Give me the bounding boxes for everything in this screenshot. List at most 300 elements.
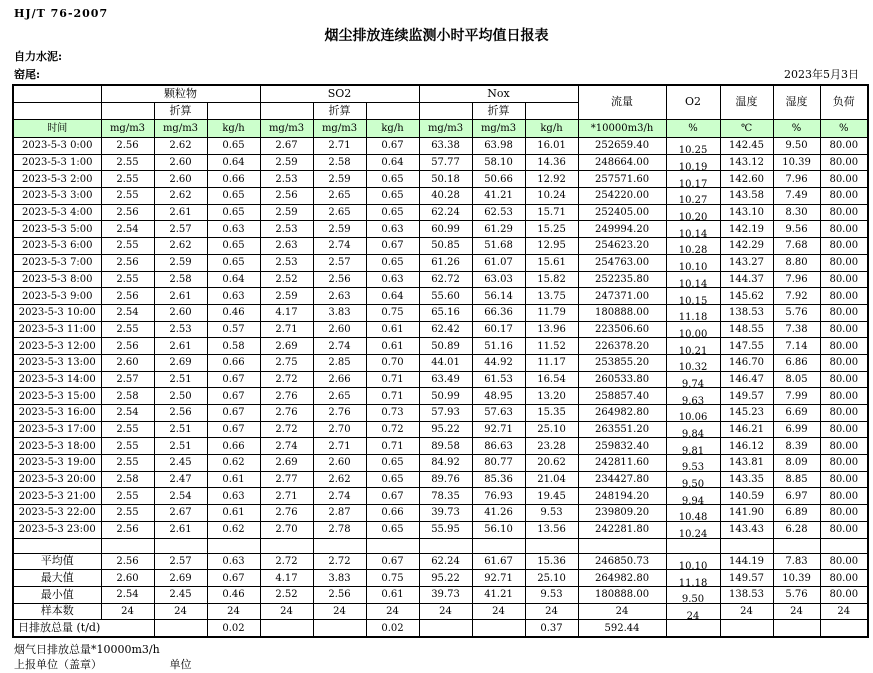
value-cell: 0.66: [366, 505, 419, 522]
value-cell: 147.55: [720, 338, 773, 355]
value-cell: 2.56: [154, 405, 207, 422]
value-cell: 2.55: [101, 271, 154, 288]
value-cell: 2.74: [313, 338, 366, 355]
row-label-cell: 2023-5-3 19:00: [13, 455, 101, 472]
company-name: 自力水泥:: [14, 50, 63, 63]
value-cell: 0.71: [366, 371, 419, 388]
value-cell: 2.54: [101, 405, 154, 422]
value-cell: 2.55: [101, 188, 154, 205]
value-cell: 2.55: [101, 238, 154, 255]
value-cell: 246850.73: [578, 553, 666, 570]
column-header-temp: 温度: [720, 85, 773, 120]
value-cell: 2.59: [260, 288, 313, 305]
value-cell: 146.21: [720, 421, 773, 438]
value-cell: 0.65: [366, 171, 419, 188]
table-row: [13, 455, 868, 472]
value-cell: 14.36: [525, 154, 578, 171]
empty-cell: [207, 538, 260, 553]
value-cell: 19.45: [525, 488, 578, 505]
value-cell: 2.76: [260, 388, 313, 405]
value-cell: 80.00: [820, 321, 868, 338]
so2-conv-unit-mg: mg/m3: [313, 120, 366, 138]
value-cell: 50.89: [419, 338, 472, 355]
value-cell: 39.73: [419, 586, 472, 603]
value-cell: 10.10: [666, 558, 720, 575]
value-cell: 57.77: [419, 154, 472, 171]
value-cell: 80.00: [820, 171, 868, 188]
value-cell: 80.00: [820, 138, 868, 155]
value-cell: 10.15: [666, 293, 720, 310]
value-cell: 80.00: [820, 338, 868, 355]
value-cell: 0.67: [207, 570, 260, 587]
table-row: [13, 338, 868, 355]
column-header-humidity: 湿度: [773, 85, 820, 120]
value-cell: 24: [260, 603, 313, 620]
value-cell: 44.01: [419, 354, 472, 371]
value-cell: 8.05: [773, 371, 820, 388]
value-cell: 10.19: [666, 159, 720, 176]
value-cell: 61.07: [472, 254, 525, 271]
value-cell: 24: [101, 603, 154, 620]
value-cell: 2.62: [154, 188, 207, 205]
report-date: 2023年5月3日: [784, 68, 859, 81]
value-cell: 2.67: [154, 505, 207, 522]
row-label-cell: 2023-5-3 18:00: [13, 438, 101, 455]
value-cell: 145.23: [720, 405, 773, 422]
value-cell: 252659.40: [578, 138, 666, 155]
empty-cell: [525, 538, 578, 553]
value-cell: 51.68: [472, 238, 525, 255]
value-cell: 0.65: [366, 254, 419, 271]
value-cell: 24: [820, 603, 868, 620]
value-cell: 2.56: [101, 254, 154, 271]
row-label-cell: 平均值: [13, 553, 101, 570]
value-cell: 9.56: [773, 221, 820, 238]
value-cell: [472, 620, 525, 637]
value-cell: 144.37: [720, 271, 773, 288]
value-cell: 9.53: [666, 460, 720, 477]
table-row: [13, 388, 868, 405]
value-cell: 143.12: [720, 154, 773, 171]
value-cell: 21.04: [525, 471, 578, 488]
value-cell: 0.46: [207, 304, 260, 321]
value-cell: 50.85: [419, 238, 472, 255]
value-cell: 0.46: [207, 586, 260, 603]
empty-cell: [366, 538, 419, 553]
table-row: [13, 138, 868, 155]
value-cell: 2.69: [154, 354, 207, 371]
value-cell: 13.75: [525, 288, 578, 305]
value-cell: 4.17: [260, 570, 313, 587]
site-name: 窑尾:: [14, 68, 41, 81]
value-cell: 0.65: [207, 138, 260, 155]
value-cell: 0.67: [366, 238, 419, 255]
value-cell: 2.71: [313, 138, 366, 155]
value-cell: 142.45: [720, 138, 773, 155]
value-cell: 11.17: [525, 354, 578, 371]
report-unit-label: 上报单位（盖章）: [14, 657, 102, 671]
value-cell: 0.63: [366, 271, 419, 288]
row-label-cell: 2023-5-3 5:00: [13, 221, 101, 238]
value-cell: 0.67: [207, 405, 260, 422]
value-cell: 0.63: [207, 553, 260, 570]
value-cell: 0.67: [366, 138, 419, 155]
value-cell: 2.59: [260, 204, 313, 221]
row-label-cell: 2023-5-3 14:00: [13, 371, 101, 388]
value-cell: 44.92: [472, 354, 525, 371]
value-cell: 6.99: [773, 421, 820, 438]
empty-cell: [472, 538, 525, 553]
value-cell: 2.57: [313, 254, 366, 271]
value-cell: 2.56: [313, 586, 366, 603]
value-cell: 10.39: [773, 570, 820, 587]
row-label-cell: 2023-5-3 10:00: [13, 304, 101, 321]
row-label-cell: 样本数: [13, 603, 101, 620]
value-cell: 239809.20: [578, 505, 666, 522]
empty-cell: [578, 538, 666, 553]
value-cell: 146.47: [720, 371, 773, 388]
value-cell: 4.17: [260, 304, 313, 321]
value-cell: 80.00: [820, 238, 868, 255]
value-cell: 11.52: [525, 338, 578, 355]
value-cell: 41.26: [472, 505, 525, 522]
value-cell: 62.24: [419, 204, 472, 221]
value-cell: 9.50: [773, 138, 820, 155]
table-row: [13, 421, 868, 438]
row-label-cell: 2023-5-3 22:00: [13, 505, 101, 522]
value-cell: 80.00: [820, 371, 868, 388]
flow-unit: *10000m3/h: [578, 120, 666, 138]
table-row: [13, 405, 868, 422]
value-cell: 16.54: [525, 371, 578, 388]
value-cell: 143.35: [720, 471, 773, 488]
value-cell: 0.65: [207, 204, 260, 221]
value-cell: 2.71: [260, 488, 313, 505]
value-cell: 63.49: [419, 371, 472, 388]
value-cell: 146.12: [720, 438, 773, 455]
value-cell: 8.39: [773, 438, 820, 455]
value-cell: [313, 620, 366, 637]
row-label-cell: 2023-5-3 23:00: [13, 521, 101, 538]
value-cell: 0.71: [366, 438, 419, 455]
value-cell: 10.48: [666, 510, 720, 527]
table-row: [13, 271, 868, 288]
value-cell: 2.67: [260, 138, 313, 155]
value-cell: 62.42: [419, 321, 472, 338]
value-cell: 23.28: [525, 438, 578, 455]
value-cell: 24: [773, 603, 820, 620]
header-units-row: [13, 120, 868, 138]
value-cell: 2.54: [101, 304, 154, 321]
value-cell: [666, 625, 720, 642]
value-cell: 7.14: [773, 338, 820, 355]
value-cell: 2.63: [260, 238, 313, 255]
value-cell: 2.55: [101, 171, 154, 188]
value-cell: 55.60: [419, 288, 472, 305]
value-cell: 9.84: [666, 426, 720, 443]
time-header-spacer: [13, 85, 101, 103]
value-cell: 0.63: [366, 221, 419, 238]
value-cell: 264982.80: [578, 570, 666, 587]
value-cell: 0.67: [366, 553, 419, 570]
row-label-cell: 2023-5-3 1:00: [13, 154, 101, 171]
value-cell: 24: [366, 603, 419, 620]
row-label-cell: 2023-5-3 13:00: [13, 354, 101, 371]
value-cell: 80.00: [820, 271, 868, 288]
column-header-load: 负荷: [820, 85, 868, 120]
value-cell: 2.56: [101, 204, 154, 221]
load-unit: %: [820, 120, 868, 138]
value-cell: 41.21: [472, 586, 525, 603]
value-cell: 2.71: [313, 438, 366, 455]
value-cell: 0.64: [207, 271, 260, 288]
value-cell: 2.76: [260, 505, 313, 522]
nox-conv-unit-mg: mg/m3: [472, 120, 525, 138]
value-cell: 6.69: [773, 405, 820, 422]
value-cell: 15.71: [525, 204, 578, 221]
value-cell: 0.61: [207, 471, 260, 488]
nox-converted-label: 折算: [472, 103, 525, 120]
value-cell: 2.52: [260, 586, 313, 603]
value-cell: 2.50: [154, 388, 207, 405]
value-cell: 2.78: [313, 521, 366, 538]
value-cell: 254623.20: [578, 238, 666, 255]
value-cell: 95.22: [419, 570, 472, 587]
table-row: [13, 204, 868, 221]
value-cell: 92.71: [472, 570, 525, 587]
value-cell: 10.25: [666, 143, 720, 160]
table-row: [13, 171, 868, 188]
value-cell: 80.00: [820, 570, 868, 587]
row-label-cell: 2023-5-3 0:00: [13, 138, 101, 155]
value-cell: 24: [472, 603, 525, 620]
value-cell: 8.30: [773, 204, 820, 221]
value-cell: 2.66: [313, 371, 366, 388]
value-cell: 2.65: [313, 188, 366, 205]
value-cell: 12.92: [525, 171, 578, 188]
value-cell: 9.50: [666, 476, 720, 493]
value-cell: 2.61: [154, 288, 207, 305]
value-cell: 252405.00: [578, 204, 666, 221]
value-cell: 50.18: [419, 171, 472, 188]
time-header-spacer2: [13, 103, 101, 120]
value-cell: 226378.20: [578, 338, 666, 355]
o2-unit: %: [666, 120, 720, 138]
so2-unit-kgh: kg/h: [366, 120, 419, 138]
value-cell: 2.56: [260, 188, 313, 205]
value-cell: 223506.60: [578, 321, 666, 338]
value-cell: 48.95: [472, 388, 525, 405]
value-cell: 5.76: [773, 586, 820, 603]
value-cell: 78.35: [419, 488, 472, 505]
row-label-cell: 2023-5-3 2:00: [13, 171, 101, 188]
value-cell: 0.02: [366, 620, 419, 637]
value-cell: 2.55: [101, 321, 154, 338]
value-cell: 24: [207, 603, 260, 620]
value-cell: 2.71: [260, 321, 313, 338]
value-cell: 2.53: [260, 171, 313, 188]
value-cell: 149.57: [720, 388, 773, 405]
report-table: [12, 84, 869, 638]
temp-unit: ℃: [720, 120, 773, 138]
table-body: [13, 138, 868, 637]
value-cell: 55.95: [419, 521, 472, 538]
value-cell: 41.21: [472, 188, 525, 205]
value-cell: 2.55: [101, 154, 154, 171]
value-cell: 11.18: [666, 309, 720, 326]
value-cell: 144.19: [720, 553, 773, 570]
table-row: [13, 154, 868, 171]
group-header-nox: Nox: [419, 85, 578, 103]
value-cell: 0.67: [207, 371, 260, 388]
empty-cell: [773, 538, 820, 553]
value-cell: 10.24: [525, 188, 578, 205]
summary-row: [13, 586, 868, 603]
value-cell: 0.65: [366, 204, 419, 221]
value-cell: 7.49: [773, 188, 820, 205]
value-cell: 249994.20: [578, 221, 666, 238]
value-cell: 0.64: [207, 154, 260, 171]
value-cell: 0.70: [366, 354, 419, 371]
value-cell: 7.99: [773, 388, 820, 405]
value-cell: [773, 620, 820, 637]
value-cell: 0.58: [207, 338, 260, 355]
value-cell: 0.61: [366, 338, 419, 355]
value-cell: 2.45: [154, 586, 207, 603]
value-cell: 10.14: [666, 276, 720, 293]
value-cell: 2.69: [154, 570, 207, 587]
value-cell: 149.57: [720, 570, 773, 587]
column-header-o2: O2: [666, 85, 720, 120]
value-cell: 2.55: [101, 455, 154, 472]
value-cell: 2.58: [154, 271, 207, 288]
value-cell: 80.00: [820, 154, 868, 171]
value-cell: 9.74: [666, 376, 720, 393]
table-row: [13, 188, 868, 205]
value-cell: 2.65: [313, 204, 366, 221]
empty-cell: [720, 538, 773, 553]
value-cell: 2.72: [313, 553, 366, 570]
row-label-cell: 2023-5-3 12:00: [13, 338, 101, 355]
value-cell: 86.63: [472, 438, 525, 455]
value-cell: 0.66: [207, 354, 260, 371]
column-header-flow: 流量: [578, 85, 666, 120]
value-cell: 24: [666, 608, 720, 625]
value-cell: 142.19: [720, 221, 773, 238]
so2-unit-mg: mg/m3: [260, 120, 313, 138]
pm-unit-mg: mg/m3: [101, 120, 154, 138]
row-label-cell: 2023-5-3 17:00: [13, 421, 101, 438]
value-cell: 2.70: [313, 421, 366, 438]
value-cell: 2.55: [101, 421, 154, 438]
value-cell: 2.70: [260, 521, 313, 538]
table-row: [13, 354, 868, 371]
value-cell: 10.28: [666, 243, 720, 260]
summary-row: [13, 553, 868, 570]
value-cell: 2.54: [101, 221, 154, 238]
value-cell: 65.16: [419, 304, 472, 321]
value-cell: 2.51: [154, 438, 207, 455]
value-cell: 58.10: [472, 154, 525, 171]
value-cell: 6.97: [773, 488, 820, 505]
value-cell: 6.89: [773, 505, 820, 522]
value-cell: 0.61: [207, 505, 260, 522]
value-cell: 24: [154, 603, 207, 620]
value-cell: 10.21: [666, 343, 720, 360]
group-header-pm: 颗粒物: [101, 85, 260, 103]
value-cell: 2.51: [154, 421, 207, 438]
value-cell: 2.58: [101, 388, 154, 405]
value-cell: 80.00: [820, 471, 868, 488]
value-cell: 80.00: [820, 254, 868, 271]
value-cell: 89.76: [419, 471, 472, 488]
value-cell: 0.02: [207, 620, 260, 637]
summary-row: [13, 570, 868, 587]
pm-conv-unit-mg: mg/m3: [154, 120, 207, 138]
value-cell: 142.29: [720, 238, 773, 255]
value-cell: 0.72: [366, 421, 419, 438]
value-cell: 10.39: [773, 154, 820, 171]
value-cell: 0.64: [366, 154, 419, 171]
value-cell: 143.58: [720, 188, 773, 205]
value-cell: 6.28: [773, 521, 820, 538]
value-cell: 10.00: [666, 326, 720, 343]
table-row: [13, 505, 868, 522]
value-cell: 7.68: [773, 238, 820, 255]
value-cell: 7.83: [773, 553, 820, 570]
value-cell: 2.69: [260, 455, 313, 472]
value-cell: 80.00: [820, 505, 868, 522]
row-label-cell: 2023-5-3 15:00: [13, 388, 101, 405]
summary-row: [13, 603, 868, 620]
value-cell: 2.56: [101, 288, 154, 305]
value-cell: 2.61: [154, 338, 207, 355]
value-cell: 39.73: [419, 505, 472, 522]
value-cell: 9.53: [525, 586, 578, 603]
value-cell: [154, 620, 207, 637]
value-cell: 247371.00: [578, 288, 666, 305]
value-cell: 62.72: [419, 271, 472, 288]
unit-label: 单位: [169, 657, 192, 671]
row-label-cell: 2023-5-3 16:00: [13, 405, 101, 422]
value-cell: 7.38: [773, 321, 820, 338]
value-cell: 2.60: [101, 570, 154, 587]
row-label-cell: 2023-5-3 3:00: [13, 188, 101, 205]
value-cell: 80.77: [472, 455, 525, 472]
value-cell: 2.60: [313, 455, 366, 472]
value-cell: 2.58: [101, 471, 154, 488]
value-cell: 2.54: [101, 586, 154, 603]
value-cell: 56.14: [472, 288, 525, 305]
row-label-cell: 最小值: [13, 586, 101, 603]
value-cell: 57.93: [419, 405, 472, 422]
value-cell: 258857.40: [578, 388, 666, 405]
value-cell: 10.32: [666, 359, 720, 376]
value-cell: [260, 620, 313, 637]
value-cell: 0.61: [366, 586, 419, 603]
value-cell: 40.28: [419, 188, 472, 205]
value-cell: 2.72: [260, 421, 313, 438]
value-cell: 11.79: [525, 304, 578, 321]
value-cell: 10.10: [666, 259, 720, 276]
value-cell: 0.67: [366, 488, 419, 505]
value-cell: 0.65: [366, 188, 419, 205]
value-cell: 80.00: [820, 455, 868, 472]
value-cell: 2.57: [154, 221, 207, 238]
value-cell: 13.96: [525, 321, 578, 338]
value-cell: 9.63: [666, 393, 720, 410]
value-cell: 3.83: [313, 304, 366, 321]
